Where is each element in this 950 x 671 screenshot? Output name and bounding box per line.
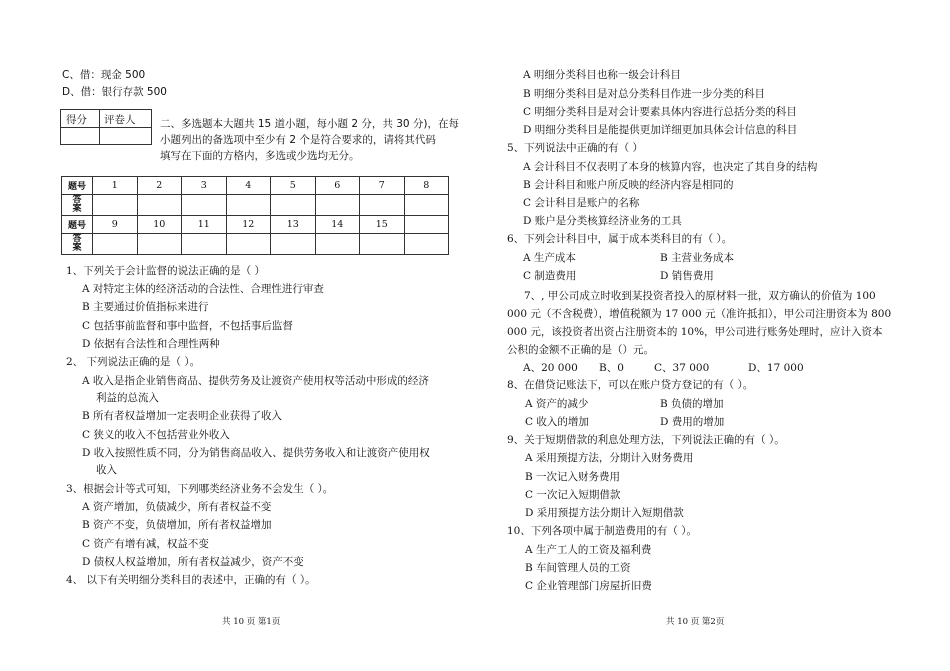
option-line: B 所有者权益增加一定表明企业获得了收入 [82, 410, 283, 422]
option-line: A 生产工人的工资及福利费 [525, 544, 652, 556]
question: 000 元（不含税费），增值税额为 17 000 元（准许抵扣），甲公司注册资本为 800 [507, 308, 892, 320]
option-line: A 资产增加，负债减少，所有者权益不变 [82, 501, 272, 513]
question-number [404, 216, 449, 234]
question-number: 3 [182, 177, 227, 195]
option-line: B 明细分类科目是对总分类科目作进一步分类的科目 [523, 88, 766, 100]
question-number: 9 [93, 216, 138, 234]
option-line: A 采用预提方法，分期计入财务费用 [525, 452, 694, 464]
answer-cell[interactable] [315, 234, 360, 255]
table-header: 题号 [62, 216, 93, 234]
option-line: D 账户是分类核算经济业务的工具 [523, 215, 682, 227]
option-line: 收入 [96, 464, 117, 476]
question: 000 元，该投资者出资占注册资本的 10%，甲公司进行账务处理时，应计入资本 [507, 326, 883, 338]
option-line: C、37 000 [654, 362, 710, 374]
question-number: 13 [271, 216, 316, 234]
answer-cell[interactable] [182, 195, 227, 216]
option-line: A 会计科目不仅表明了本身的核算内容，也决定了其自身的结构 [523, 161, 818, 173]
question-number: 7 [360, 177, 405, 195]
question: 7、, 甲公司成立时收到某投资者投入的原材料一批，双方确认的价值为 100 [524, 290, 876, 302]
score-label: 得分 [66, 114, 87, 126]
option-line: A 收入是指企业销售商品、提供劳务及让渡资产使用权等活动中形成的经济 [82, 375, 429, 387]
answer-cell[interactable] [404, 195, 449, 216]
question: 3、根据会计等式可知，下列哪类经济业务不会发生（ ）。 [66, 483, 334, 495]
answer-cell[interactable] [93, 195, 138, 216]
answer-cell[interactable] [137, 195, 182, 216]
option-line: C 会计科目是账户的名称 [523, 197, 640, 209]
answer-cell[interactable] [271, 195, 316, 216]
reviewer-label: 评卷人 [104, 114, 136, 126]
option-line: D 依据有合法性和合理性两种 [82, 338, 220, 350]
page-footer: 共 10 页 第1页 [222, 617, 281, 627]
answer-cell[interactable] [271, 234, 316, 255]
question-number: 8 [404, 177, 449, 195]
answer-cell[interactable] [226, 234, 271, 255]
question: 2、 下列说法正确的是（ ）。 [66, 356, 201, 368]
option-line: A 对特定主体的经济活动的合法性、合理性进行审查 [82, 283, 324, 295]
question: 10、下列各项中属于制造费用的有（ ）。 [507, 525, 697, 537]
option-line: C 狭义的收入不包括营业外收入 [82, 429, 230, 441]
page-footer: 共 10 页 第2页 [666, 617, 725, 627]
answer-cell[interactable] [404, 234, 449, 255]
option-line: D 债权人权益增加，所有者权益减少，资产不变 [82, 556, 304, 568]
option-line: C 明细分类科目是对会计要素具体内容进行总括分类的科目 [523, 106, 797, 118]
option-line: C 一次记入短期借款 [525, 489, 621, 501]
option-line: B 主营业务成本 [660, 252, 735, 264]
option-line: A 生产成本 [523, 252, 576, 264]
answer-cell[interactable] [360, 195, 405, 216]
option-line: D 明细分类科目是能提供更加详细更加具体会计信息的科目 [523, 124, 798, 136]
option-line: D、17 000 [748, 362, 804, 374]
answer-cell[interactable] [182, 234, 227, 255]
answer-cell[interactable] [137, 234, 182, 255]
answer-cell[interactable] [360, 234, 405, 255]
question: 8、在借贷记账法下，可以在账户贷方登记的有（ ）。 [507, 379, 754, 391]
question-number: 10 [137, 216, 182, 234]
answer-table [61, 176, 449, 255]
answer-cell[interactable] [93, 234, 138, 255]
question: 1、下列关于会计监督的说法正确的是（ ） [66, 265, 266, 277]
option-line: D 销售费用 [660, 270, 714, 282]
section-title: 小题列出的备选项中至少有 2 个是符合要求的，请将其代码 [160, 134, 436, 146]
question-number: 6 [315, 177, 360, 195]
option-line: D 收入按照性质不同，分为销售商品收入、提供劳务收入和让渡资产使用权 [82, 447, 430, 459]
option-line: D、借：银行存款 500 [62, 86, 167, 98]
option-line: C 收入的增加 [525, 416, 589, 428]
option-line: D 采用预提方法分期计入短期借款 [525, 507, 684, 519]
answer-header: 答 案 [62, 234, 93, 255]
question-number: 14 [315, 216, 360, 234]
score-box [60, 109, 152, 145]
question-number: 12 [226, 216, 271, 234]
question-number: 1 [93, 177, 138, 195]
option-line: B、0 [599, 362, 624, 374]
question-number: 4 [226, 177, 271, 195]
question-number: 5 [271, 177, 316, 195]
question-number: 11 [182, 216, 227, 234]
option-line: C、借：现金 500 [62, 69, 146, 81]
question-number: 15 [360, 216, 405, 234]
option-line: B 会计科目和账户所反映的经济内容是相同的 [523, 179, 734, 191]
option-line: B 车间管理人员的工资 [525, 562, 631, 574]
option-line: C 企业管理部门房屋折旧费 [525, 580, 652, 592]
option-line: B 资产不变，负债增加，所有者权益增加 [82, 519, 272, 531]
option-line: 利益的总流入 [96, 392, 159, 404]
section-title: 填写在下面的方格内，多选或少选均无分。 [160, 150, 360, 162]
option-line: A 资产的减少 [525, 398, 589, 410]
option-line: A 明细分类科目也称一级会计科目 [523, 69, 681, 81]
option-line: B 负债的增加 [660, 398, 724, 410]
answer-cell[interactable] [315, 195, 360, 216]
question: 5、下列说法中正确的有（ ） [507, 142, 644, 154]
question: 4、 以下有关明细分类科目的表述中，正确的有（ ）。 [66, 574, 316, 586]
option-line: A、20 000 [523, 362, 578, 374]
option-line: D 费用的增加 [660, 416, 725, 428]
option-line: B 一次记入财务费用 [525, 471, 621, 483]
option-line: C 制造费用 [523, 270, 577, 282]
question-number: 2 [137, 177, 182, 195]
table-header: 题号 [62, 177, 93, 195]
option-line: B 主要通过价值指标来进行 [82, 301, 209, 313]
question: 6、下列会计科目中，属于成本类科目的有（ ）。 [507, 233, 733, 245]
answer-cell[interactable] [226, 195, 271, 216]
question: 9、关于短期借款的利息处理方法，下列说法正确的有（ ）。 [507, 434, 785, 446]
question: 公积的金额不正确的是（）元。 [507, 344, 654, 356]
section-title: 二、多选题本大题共 15 道小题，每小题 2 分，共 30 分)，在每 [160, 118, 460, 130]
option-line: C 资产有增有减，权益不变 [82, 538, 209, 550]
option-line: C 包括事前监督和事中监督，不包括事后监督 [82, 320, 293, 332]
answer-header: 答 案 [62, 195, 93, 216]
